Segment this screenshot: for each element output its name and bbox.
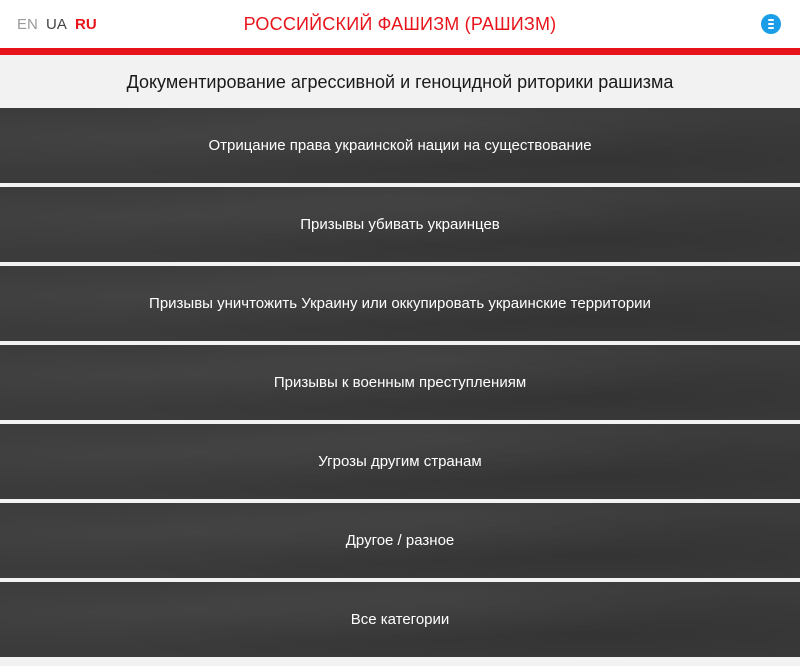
- site-title[interactable]: РОССИЙСКИЙ ФАШИЗМ (РАШИЗМ): [243, 14, 557, 34]
- hamburger-menu-icon-bar: [768, 27, 774, 29]
- language-ru-link[interactable]: RU: [75, 16, 97, 33]
- hamburger-menu-icon: [768, 19, 774, 21]
- category-calls-to-kill[interactable]: Призывы убивать украинцев: [0, 187, 800, 262]
- category-denial-of-nation[interactable]: Отрицание права украинской нации на существование: [0, 108, 800, 183]
- category-other[interactable]: Другое / разное: [0, 503, 800, 578]
- menu-button[interactable]: [761, 14, 781, 34]
- language-ua-link[interactable]: UA: [46, 16, 67, 33]
- category-threats-to-other-countries[interactable]: Угрозы другим странам: [0, 424, 800, 499]
- category-calls-to-destroy-ukraine[interactable]: Призывы уничтожить Украину или оккупировать украинские территории: [0, 266, 800, 341]
- category-all[interactable]: Все категории: [0, 582, 800, 657]
- page-subtitle: Документирование агрессивной и геноцидной риторики рашизма: [0, 55, 800, 108]
- site-header: [0, 0, 800, 55]
- category-list: [0, 108, 800, 657]
- language-en-link[interactable]: EN: [17, 16, 38, 33]
- category-calls-to-war-crimes[interactable]: Призывы к военным преступлениям: [0, 345, 800, 420]
- hamburger-menu-icon-bar: [768, 23, 774, 25]
